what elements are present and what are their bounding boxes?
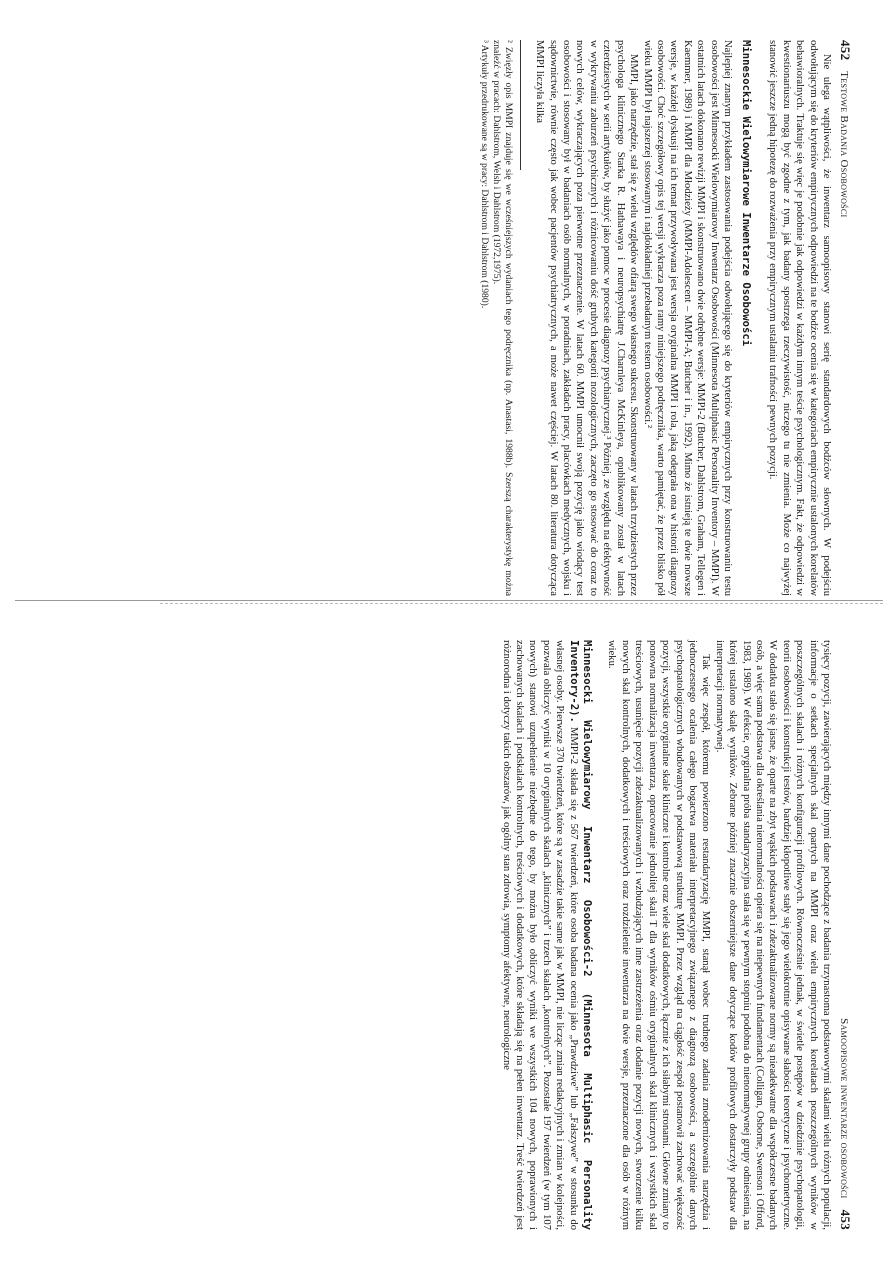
body-paragraph: MMPI, jako narzędzie, stał się z wielu względów ofiarą swego własnego sukcesu. Skonstruowany w latach trzydziestych przez psychologa klinicznego Starka R. Hathawaya i neuropsychiatrę J.Charnleya McKinleya, opublikowany został w latach czterdziestych w serii artykułów, by służyć jako pomoc w procesie diagnozy psychiatrycznej.³ Później, ze względu na efektywność w wykrywaniu zaburzeń psychicznych i różnicowaniu dość grubych kategorii nozologicznych, zaczęto go stosować do coraz to nowych celów, wykraczających poza pierwotne przeznaczenie. W latach 60. MMPI umocnił swoją pozycję jako wiodący test osobowości i stosowany był w badaniach osób normalnych, w poradniach, zakładach pracy, placówkach medycznych, wojsku i sądownictwie, równie często jak wobec pacjentów psychiatrycznych, a może nawet częściej. W latach 80. literatura dotycząca MMPI liczyła kilka [534,40,640,596]
page-453 [55,640,855,1230]
running-head-right [833,640,855,1230]
page-number: 452 [838,40,853,61]
page-gutter-shadow [160,603,883,604]
footnote: ² Zwięzły opis MMPI znajduje się we wcześniejszych wydaniach tego podręcznika (np. Anastasi, 1988b). Szerszą charakterystykę można znaleźć w pracach: Dahlstrom, Welsh i Dahlstrom (1972,1975). [490,40,514,596]
footnote: ³ Artykuły przedrukowane są w pracy: Dahlstrom i Dahlstrom (1980). [478,40,490,309]
page-gutter [15,600,883,601]
subsection-text: MMPI-2 składa się z 567 twierdzeń, które osoba badana ocenia jako „Prawdziwe” lub „Fałszywe” w stosunku do własnej osoby. Pierwsze 370 twierdzeń, które są w zasadzie takie same jak w MMPI, nie licząc zmian redakcyjnych i zmian w kolejności, pozwala obliczyć wyniki w 10 oryginalnych skalach „klinicznych” i trzech skalach „kontrolnych”. Pozostałe 197 twierdzeń (w tym 107 nowych) stanowi uzupełnienie niezbędne do tego, by można było obliczyć wyniki we wszystkich 104 nowych, poprawionych i zachowanych skalach i podskalach kontrolnych, treściowych i dodatkowych, które składają się na pełen inwentarz. Treść twierdzeń jest różnorodna i dotyczy takich obszarów, jak ogólny stan zdrowia, symptomy afektywne, neurologiczne [500,640,579,1230]
page-number: 453 [838,1209,853,1230]
page-452 [55,40,855,596]
body-paragraph: tysięcy pozycji, zawierających między innymi dane pochodzące z badania trzynastoma podstawowymi skalami wielu różnych populacji, informacje o setkach specjalnych skal opartych na MMPI oraz wielu empirycznych korelatach poszczególnych wyników w poszczególnych skalach i różnych konfiguracji profilowych. Równocześnie jednak, w świetle postępów w dziedzinie psychopatologii, teorii osobowości i konstrukcji testów, bardziej kłopotliwe stały się jego wielokrotnie opisywane słabości teoretyczne i psychometryczne. W dodatku stało się jasne, że oparte na zbyt wąskich podstawach i zdezaktualizowane normy są nieadekwatne dla współczesne badanych osób, a więc sama podstawa dla określania nienormalności opiera się na niepewnych fundamentach (Colligan, Osborne, Swenson i Offord, 1983, 1989). W efekcie, oryginalna próba standaryzacyjna stała się w pewnym stopniu podobna do nienormatywnej grupy odniesienia, na której ustalono skalę wyników. Zebrane później znacznie obszerniejsze dane dotyczące kodów profilowych dostarczyły podstaw dla interpretacji normatywnej. [713,640,832,1230]
running-head-title: Testowe Badania Osobowości [838,71,850,218]
section-heading: Minnesockie Wielowymiarowe Inwentarze Osobowości [739,40,752,347]
body-paragraph: Tak więc zespół, któremu powierzono restandaryzację MMPI, stanął wobec trudnego zadania zmodernizowania narzędzia i jednoczesnego ocalenia całego bogactwa materiału interpretacyjnego związanego z diagnozą osobowości, a szczególnie danych psychopatologicznych wbudowanych w podstawową strukturę MMPI. Przez wzgląd na ciągłość zespół postanowił zachować większość pozycji, wszystkie oryginalne skale kliniczne i kontrolne oraz wiele skal dodatkowych, łącznie z ich siłabymi stronami. Główne zmiany to ponowna normalizacja inwentarza, opracowanie jednolitej skali T dla wyników ośmiu oryginalnych skal klinicznych i wszystkich skal treściowych, usunięcie pozycji zdezaktualizowanych i wzbudzających inne zastrzeżenia oraz dodanie pozycji nowych, stworzenie kilku nowych skal kontrolnych, dodatkowych i treściowych oraz rozdzielenie inwentarza na dwie wersje, przeznaczone dla osób w różnym wieku. [606,640,712,1230]
running-head-left [833,40,855,596]
running-head-title: Samoopisowe inwentarze osobowości [838,1018,850,1199]
subsection-heading: Minnesocki Wielowymiarowy Inwentarz Osobowości-2 (Minnesota Multiphasic Personality Inventory-2). [567,640,594,1230]
footnotes [478,40,521,596]
intro-paragraph: Nie ulega wątpliwości, że inwentarz samoopisowy stanowi serię standardowych bodźców słownych. W podejściu odwołującym się do kryteriów empirycznych odpowiedzi na te bodźce ocenia się w kategoriach empirycznie ustalonych korelatów behawioralnych. Traktuje się więc je podobnie jak odpowiedzi w każdym innym teście psychologicznym. Fakt, że odpowiedzi w kwestionariuszu mogą być zgodne z tym, jak badany spostrzega rzeczywistość, niczego tu nie zmienia. Może co najwyżej stanowić jeszcze jedną hipotezę do rozważenia przy empirycznym ustalaniu trafności pewnych pozycji. [767,40,832,596]
subsection-paragraph [499,640,593,1230]
footnote-rule [520,40,521,170]
body-paragraph: Najlepiej znanym przykładem zastosowania podejścia odwołującego się do kryteriów empirycznych przy konstruowaniu testu osobowości jest Minnesocki Wielowymiarowy Inwentarz Osobowości (Minnesota Multiphasic Personality Inventory – MMPI). W ostatnich latach dokonano rewizji MMPI i skonstruowano dwie odrębne wersje: MMPI-2 (Butcher, Dahlstrom, Graham, Tellegen i Kaemmer, 1989) i MMPI dla Młodzieży (MMPI-Adolescent – MMPI-A; Butcher i in., 1992). Mimo że istnieją te dwie nowsze wersje, w każdej dyskusji na ich temat przywoływana jest wersja oryginalna MMPI i rola, jaką odegrała ona w historii diagnozy osobowości. Choć szczegółowy opis tej wersji wykracza poza ramy niniejszego podręcznika, warto pamiętać, że przez blisko pół wieku MMPI był najszerzej stosowanym i najdokładniej przebadanym testem osobowości.² [641,40,733,596]
